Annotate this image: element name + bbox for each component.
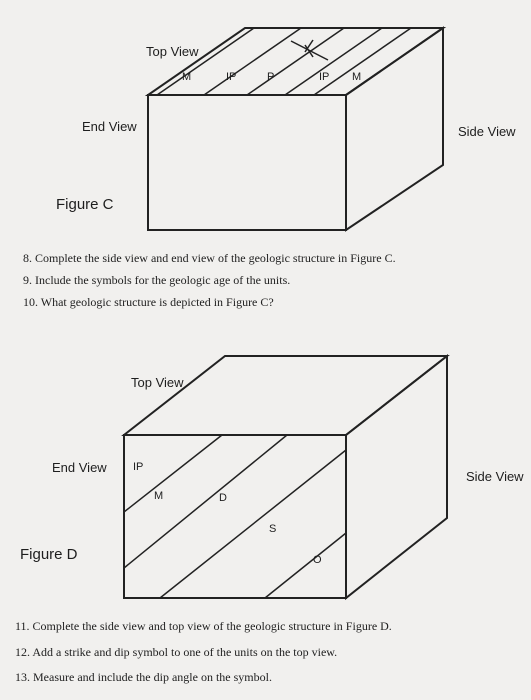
figure-d-top-view-label: Top View [131,375,184,390]
figure-d-unit-label: M [154,490,164,502]
figure-c-unit-label: M [352,71,362,83]
figure-c-caption: Figure C [56,196,114,213]
question-13: 13. Measure and include the dip angle on the symbol. [15,670,272,684]
question-9: 9. Include the symbols for the geologic age of the units. [23,273,291,287]
figure-d-dipping-contacts [124,435,346,598]
figure-d-unit-label: O [313,554,322,566]
figure-d-top-face [124,356,447,435]
figure-c-unit-label: IP [319,71,330,83]
figure-d-side-view-label: Side View [466,469,524,484]
figure-c-unit-label: P [267,71,275,83]
question-12: 12. Add a strike and dip symbol to one of the units on the top view. [15,645,338,659]
figure-d-unit-label: IP [133,461,144,473]
figure-d-unit-label: D [219,492,227,504]
figure-d-front-face [124,435,346,598]
figure-c-top-view-label: Top View [146,44,199,59]
question-8: 8. Complete the side view and end view of the geologic structure in Figure C. [23,251,396,265]
figure-c-end-view-label: End View [82,119,137,134]
figure-d-unit-label: S [269,523,277,535]
figure-c-side-view-label: Side View [458,124,516,139]
figure-d-side-face [346,356,447,598]
figure-c-unit-label: IP [226,71,237,83]
question-10: 10. What geologic structure is depicted in Figure C? [23,295,274,309]
question-11: 11. Complete the side view and top view of the geologic structure in Figure D. [15,619,392,633]
figure-d-end-view-label: End View [52,460,107,475]
figure-c-unit-label: M [182,71,192,83]
figure-d-caption: Figure D [20,546,78,563]
